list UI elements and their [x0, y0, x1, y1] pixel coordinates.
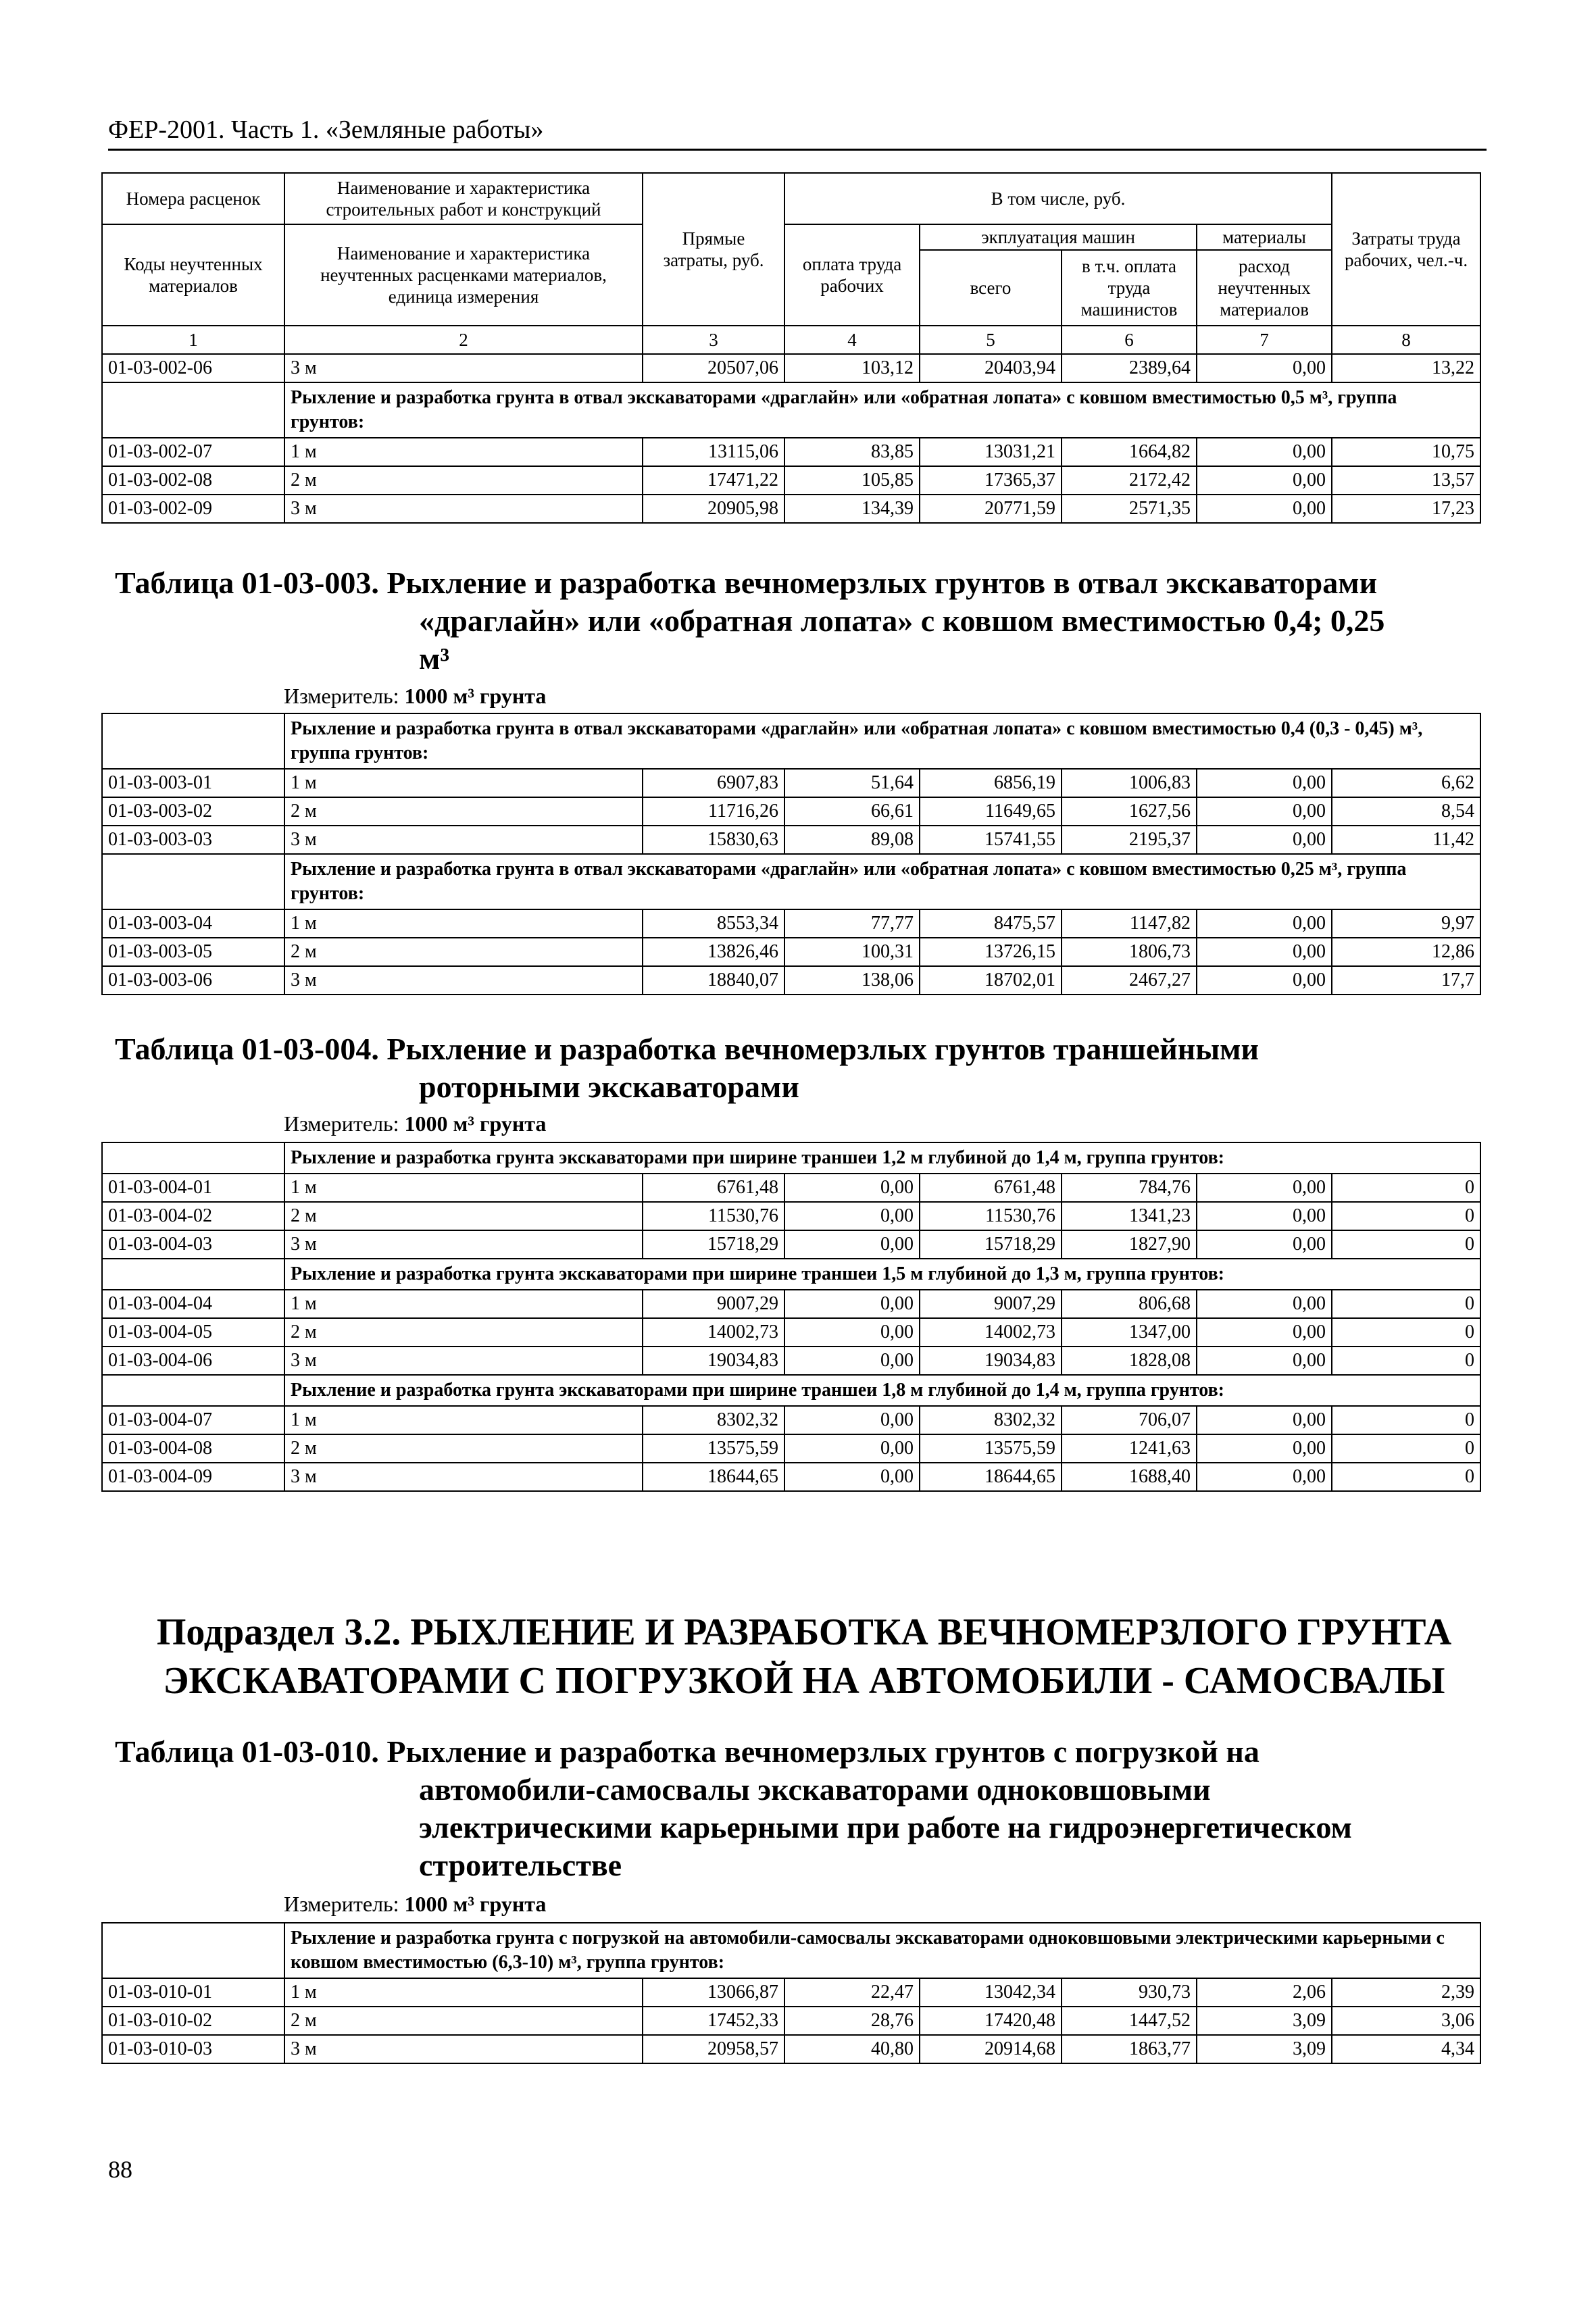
row-value: 2467,27 — [1062, 966, 1197, 995]
row-value: 0,00 — [1197, 1202, 1332, 1230]
rate-code: 01-03-003-03 — [102, 826, 284, 854]
rate-code: 01-03-010-03 — [102, 2035, 284, 2063]
row-value: 13042,34 — [920, 1978, 1062, 2007]
row-value: 11530,76 — [920, 1202, 1062, 1230]
row-value: 0,00 — [1197, 1347, 1332, 1375]
measure-unit-004: Измеритель: 1000 м³ грунта — [284, 1111, 547, 1136]
page-number: 88 — [108, 2156, 132, 2183]
hdr-material-consumption: расход неучтенных материалов — [1197, 250, 1332, 326]
rate-code: 01-03-004-06 — [102, 1347, 284, 1375]
table-row — [102, 909, 1480, 938]
row-value: 19034,83 — [920, 1347, 1062, 1375]
row-description: 3 м — [284, 826, 643, 854]
row-description: 1 м — [284, 1978, 643, 2007]
row-value: 0 — [1332, 1406, 1480, 1434]
row-value: 0,00 — [1197, 1290, 1332, 1318]
row-value: 0,00 — [784, 1463, 920, 1491]
row-value: 2389,64 — [1062, 354, 1197, 382]
hdr-labor: Затраты труда рабочих, чел.-ч. — [1332, 173, 1480, 326]
row-value: 11649,65 — [920, 797, 1062, 826]
table-row — [102, 2007, 1480, 2035]
row-value: 1341,23 — [1062, 1202, 1197, 1230]
row-value: 0,00 — [784, 1406, 920, 1434]
table-row — [102, 1290, 1480, 1318]
rate-code: 01-03-004-04 — [102, 1290, 284, 1318]
row-value: 0,00 — [1197, 1463, 1332, 1491]
hdr-worker-wages: оплата труда рабочих — [784, 224, 920, 326]
table-row — [102, 1230, 1480, 1259]
row-value: 1827,90 — [1062, 1230, 1197, 1259]
row-value: 1006,83 — [1062, 769, 1197, 797]
row-description: 1 м — [284, 1174, 643, 1202]
measure-unit-003: Измеритель: 1000 м³ грунта — [284, 684, 547, 708]
group-heading: Рыхление и разработка грунта в отвал экскаваторами «драглайн» или «обратная лопата» с ковшом вместимостью 0,25 м³, группа грунтов: — [284, 854, 1480, 909]
row-value: 0,00 — [784, 1230, 920, 1259]
row-value: 20403,94 — [920, 354, 1062, 382]
row-value: 8,54 — [1332, 797, 1480, 826]
row-value: 19034,83 — [643, 1347, 784, 1375]
row-value: 3,09 — [1197, 2035, 1332, 2063]
hdr-materials: материалы — [1197, 224, 1332, 250]
row-description: 2 м — [284, 938, 643, 966]
row-value: 0,00 — [1197, 1230, 1332, 1259]
row-value: 784,76 — [1062, 1174, 1197, 1202]
row-description: 2 м — [284, 2007, 643, 2035]
row-value: 1347,00 — [1062, 1318, 1197, 1347]
table-row — [102, 1318, 1480, 1347]
table-row — [102, 797, 1480, 826]
group-heading: Рыхление и разработка грунта экскаваторами при ширине траншеи 1,2 м глубиной до 1,4 м, группа грунтов: — [284, 1142, 1480, 1174]
rate-code: 01-03-002-07 — [102, 438, 284, 466]
row-description: 3 м — [284, 2035, 643, 2063]
row-value: 0,00 — [1197, 1406, 1332, 1434]
hdr-direct-costs: Прямые затраты, руб. — [643, 173, 784, 326]
row-description: 2 м — [284, 1202, 643, 1230]
table-row — [102, 354, 1480, 382]
column-numbers-row: 1 2 3 4 5 6 7 8 — [102, 326, 1480, 354]
rate-code: 01-03-002-06 — [102, 354, 284, 382]
row-value: 17,7 — [1332, 966, 1480, 995]
row-value: 0,00 — [784, 1202, 920, 1230]
row-value: 706,07 — [1062, 1406, 1197, 1434]
row-value: 0,00 — [1197, 769, 1332, 797]
table-row — [102, 1463, 1480, 1491]
rate-code: 01-03-002-08 — [102, 466, 284, 495]
group-heading: Рыхление и разработка грунта экскаваторами при ширине траншеи 1,5 м глубиной до 1,3 м, группа грунтов: — [284, 1259, 1480, 1290]
row-value: 22,47 — [784, 1978, 920, 2007]
row-value: 3,06 — [1332, 2007, 1480, 2035]
row-value: 3,09 — [1197, 2007, 1332, 2035]
rate-code: 01-03-002-09 — [102, 495, 284, 523]
row-description: 2 м — [284, 1318, 643, 1347]
row-value: 20771,59 — [920, 495, 1062, 523]
row-description: 2 м — [284, 797, 643, 826]
row-value: 18644,65 — [920, 1463, 1062, 1491]
table-row — [102, 466, 1480, 495]
row-value: 100,31 — [784, 938, 920, 966]
table-row — [102, 1434, 1480, 1463]
rate-code: 01-03-003-04 — [102, 909, 284, 938]
row-value: 9007,29 — [920, 1290, 1062, 1318]
rate-code: 01-03-004-05 — [102, 1318, 284, 1347]
table-row — [102, 966, 1480, 995]
rates-table-002 — [101, 172, 1481, 524]
row-value: 0,00 — [784, 1318, 920, 1347]
row-value: 17471,22 — [643, 466, 784, 495]
row-value: 89,08 — [784, 826, 920, 854]
row-value: 1828,08 — [1062, 1347, 1197, 1375]
row-value: 0,00 — [1197, 797, 1332, 826]
row-value: 83,85 — [784, 438, 920, 466]
hdr-material-names: Наименование и характеристика неучтенных расценками материалов, единица измерения — [284, 224, 643, 326]
table-row — [102, 1347, 1480, 1375]
row-description: 3 м — [284, 354, 643, 382]
row-value: 66,61 — [784, 797, 920, 826]
row-value: 0,00 — [1197, 1318, 1332, 1347]
rates-table-010 — [101, 1922, 1481, 2064]
row-value: 18702,01 — [920, 966, 1062, 995]
rate-code: 01-03-003-01 — [102, 769, 284, 797]
row-value: 1147,82 — [1062, 909, 1197, 938]
table-title-010: Таблица 01-03-010. Рыхление и разработка вечномерзлых грунтов с погрузкой на автомобили-самосвалы экскаваторами одноковшовыми электрическими карьерными при работе на гидроэнергетическом строительстве — [115, 1734, 1352, 1882]
row-value: 0 — [1332, 1347, 1480, 1375]
row-value: 11716,26 — [643, 797, 784, 826]
row-value: 0 — [1332, 1463, 1480, 1491]
row-description: 3 м — [284, 1347, 643, 1375]
subsection-title: Подраздел 3.2. РЫХЛЕНИЕ И РАЗРАБОТКА ВЕЧНОМЕРЗЛОГО ГРУНТА ЭКСКАВАТОРАМИ С ПОГРУЗКОЙ НА АВТОМОБИЛИ - САМОСВАЛЫ — [156, 1611, 1452, 1702]
row-value: 6856,19 — [920, 769, 1062, 797]
row-value: 0,00 — [784, 1347, 920, 1375]
rate-code: 01-03-004-08 — [102, 1434, 284, 1463]
row-value: 0,00 — [784, 1290, 920, 1318]
row-value: 17365,37 — [920, 466, 1062, 495]
rates-table-004 — [101, 1142, 1481, 1492]
row-description: 1 м — [284, 438, 643, 466]
rate-code: 01-03-003-05 — [102, 938, 284, 966]
group-heading: Рыхление и разработка грунта в отвал экскаваторами «драглайн» или «обратная лопата» с ковшом вместимостью 0,4 (0,3 - 0,45) м³, группа грунтов: — [284, 713, 1480, 769]
row-value: 2,39 — [1332, 1978, 1480, 2007]
hdr-including: В том числе, руб. — [784, 173, 1332, 224]
group-heading: Рыхление и разработка грунта в отвал экскаваторами «драглайн» или «обратная лопата» с ковшом вместимостью 0,5 м³, группа грунтов: — [284, 382, 1480, 438]
table-row — [102, 826, 1480, 854]
row-value: 15830,63 — [643, 826, 784, 854]
row-value: 13031,21 — [920, 438, 1062, 466]
row-value: 103,12 — [784, 354, 920, 382]
row-description: 1 м — [284, 1406, 643, 1434]
running-header: ФЕР-2001. Часть 1. «Земляные работы» — [108, 115, 1487, 151]
table-row — [102, 438, 1480, 466]
row-value: 10,75 — [1332, 438, 1480, 466]
row-value: 0,00 — [1197, 1434, 1332, 1463]
row-value: 14002,73 — [920, 1318, 1062, 1347]
measure-unit-010: Измеритель: 1000 м³ грунта — [284, 1892, 547, 1916]
row-value: 2195,37 — [1062, 826, 1197, 854]
row-value: 20958,57 — [643, 2035, 784, 2063]
row-value: 18644,65 — [643, 1463, 784, 1491]
row-value: 9007,29 — [643, 1290, 784, 1318]
row-value: 15718,29 — [920, 1230, 1062, 1259]
table-title-004: Таблица 01-03-004. Рыхление и разработка вечномерзлых грунтов траншейными роторными экскаваторами — [115, 1032, 1259, 1104]
row-description: 3 м — [284, 1463, 643, 1491]
row-value: 13066,87 — [643, 1978, 784, 2007]
hdr-rate-numbers: Номера расценок — [102, 173, 284, 224]
row-value: 13115,06 — [643, 438, 784, 466]
row-value: 1447,52 — [1062, 2007, 1197, 2035]
row-value: 0,00 — [1197, 495, 1332, 523]
row-value: 0,00 — [1197, 438, 1332, 466]
row-description: 3 м — [284, 1230, 643, 1259]
row-value: 20905,98 — [643, 495, 784, 523]
rate-code: 01-03-010-02 — [102, 2007, 284, 2035]
hdr-machine-operation: экплуатация машин — [920, 224, 1197, 250]
row-value: 4,34 — [1332, 2035, 1480, 2063]
row-description: 1 м — [284, 909, 643, 938]
row-value: 8302,32 — [920, 1406, 1062, 1434]
row-description: 3 м — [284, 966, 643, 995]
table-row — [102, 2035, 1480, 2063]
row-value: 17452,33 — [643, 2007, 784, 2035]
row-value: 0,00 — [784, 1174, 920, 1202]
hdr-machine-total: всего — [920, 250, 1062, 326]
row-value: 0 — [1332, 1318, 1480, 1347]
row-value: 15741,55 — [920, 826, 1062, 854]
rate-code: 01-03-010-01 — [102, 1978, 284, 2007]
rate-code: 01-03-004-01 — [102, 1174, 284, 1202]
row-value: 105,85 — [784, 466, 920, 495]
row-value: 17420,48 — [920, 2007, 1062, 2035]
row-value: 13,57 — [1332, 466, 1480, 495]
row-value: 40,80 — [784, 2035, 920, 2063]
row-value: 0 — [1332, 1434, 1480, 1463]
row-value: 2571,35 — [1062, 495, 1197, 523]
row-value: 20914,68 — [920, 2035, 1062, 2063]
rates-table-003 — [101, 713, 1481, 995]
row-value: 0,00 — [1197, 909, 1332, 938]
row-value: 6761,48 — [643, 1174, 784, 1202]
row-value: 1627,56 — [1062, 797, 1197, 826]
table-row — [102, 1202, 1480, 1230]
row-value: 51,64 — [784, 769, 920, 797]
row-value: 28,76 — [784, 2007, 920, 2035]
table-row — [102, 1978, 1480, 2007]
row-value: 14002,73 — [643, 1318, 784, 1347]
hdr-material-codes: Коды неучтенных материалов — [102, 224, 284, 326]
row-value: 0 — [1332, 1202, 1480, 1230]
table-row — [102, 495, 1480, 523]
row-value: 1664,82 — [1062, 438, 1197, 466]
row-value: 8302,32 — [643, 1406, 784, 1434]
row-value: 0,00 — [1197, 1174, 1332, 1202]
rate-code: 01-03-003-02 — [102, 797, 284, 826]
row-value: 0,00 — [1197, 966, 1332, 995]
row-value: 2,06 — [1197, 1978, 1332, 2007]
row-value: 8553,34 — [643, 909, 784, 938]
rate-code: 01-03-004-07 — [102, 1406, 284, 1434]
table-row — [102, 769, 1480, 797]
table-row — [102, 1174, 1480, 1202]
table-row — [102, 1406, 1480, 1434]
row-value: 11530,76 — [643, 1202, 784, 1230]
row-value: 15718,29 — [643, 1230, 784, 1259]
row-value: 11,42 — [1332, 826, 1480, 854]
row-description: 1 м — [284, 1290, 643, 1318]
row-value: 2172,42 — [1062, 466, 1197, 495]
rate-code: 01-03-004-02 — [102, 1202, 284, 1230]
row-value: 930,73 — [1062, 1978, 1197, 2007]
row-description: 1 м — [284, 769, 643, 797]
row-value: 134,39 — [784, 495, 920, 523]
row-value: 17,23 — [1332, 495, 1480, 523]
table-title-003: Таблица 01-03-003. Рыхление и разработка вечномерзлых грунтов в отвал экскаваторами «драглайн» или «обратная лопата» с ковшом вместимостью 0,4; 0,25 м³ — [115, 565, 1385, 676]
row-value: 20507,06 — [643, 354, 784, 382]
row-value: 0,00 — [1197, 354, 1332, 382]
row-value: 9,97 — [1332, 909, 1480, 938]
row-value: 1688,40 — [1062, 1463, 1197, 1491]
row-value: 0 — [1332, 1174, 1480, 1202]
row-value: 18840,07 — [643, 966, 784, 995]
row-value: 13,22 — [1332, 354, 1480, 382]
row-value: 0,00 — [1197, 466, 1332, 495]
row-value: 6,62 — [1332, 769, 1480, 797]
row-value: 0 — [1332, 1230, 1480, 1259]
row-value: 6907,83 — [643, 769, 784, 797]
rate-code: 01-03-003-06 — [102, 966, 284, 995]
row-value: 13726,15 — [920, 938, 1062, 966]
table-row — [102, 938, 1480, 966]
row-description: 3 м — [284, 495, 643, 523]
row-value: 806,68 — [1062, 1290, 1197, 1318]
row-value: 1863,77 — [1062, 2035, 1197, 2063]
row-value: 6761,48 — [920, 1174, 1062, 1202]
rate-code: 01-03-004-03 — [102, 1230, 284, 1259]
row-value: 8475,57 — [920, 909, 1062, 938]
row-value: 138,06 — [784, 966, 920, 995]
group-heading: Рыхление и разработка грунта экскаваторами при ширине траншеи 1,8 м глубиной до 1,4 м, группа грунтов: — [284, 1375, 1480, 1406]
group-heading: Рыхление и разработка грунта с погрузкой на автомобили-самосвалы экскаваторами одноковшовыми электрическими карьерными с ковшом вместимостью (6,3-10) м³, группа грунтов: — [284, 1923, 1480, 1978]
row-value: 12,86 — [1332, 938, 1480, 966]
row-value: 0,00 — [784, 1434, 920, 1463]
row-value: 0,00 — [1197, 826, 1332, 854]
row-description: 2 м — [284, 466, 643, 495]
row-value: 13575,59 — [920, 1434, 1062, 1463]
row-value: 0 — [1332, 1290, 1480, 1318]
hdr-work-name: Наименование и характеристика строительных работ и конструкций — [284, 173, 643, 224]
rate-code: 01-03-004-09 — [102, 1463, 284, 1491]
row-value: 1241,63 — [1062, 1434, 1197, 1463]
hdr-operator-wages: в т.ч. оплата труда машинистов — [1062, 250, 1197, 326]
row-value: 13575,59 — [643, 1434, 784, 1463]
row-description: 2 м — [284, 1434, 643, 1463]
row-value: 0,00 — [1197, 938, 1332, 966]
row-value: 77,77 — [784, 909, 920, 938]
row-value: 13826,46 — [643, 938, 784, 966]
row-value: 1806,73 — [1062, 938, 1197, 966]
